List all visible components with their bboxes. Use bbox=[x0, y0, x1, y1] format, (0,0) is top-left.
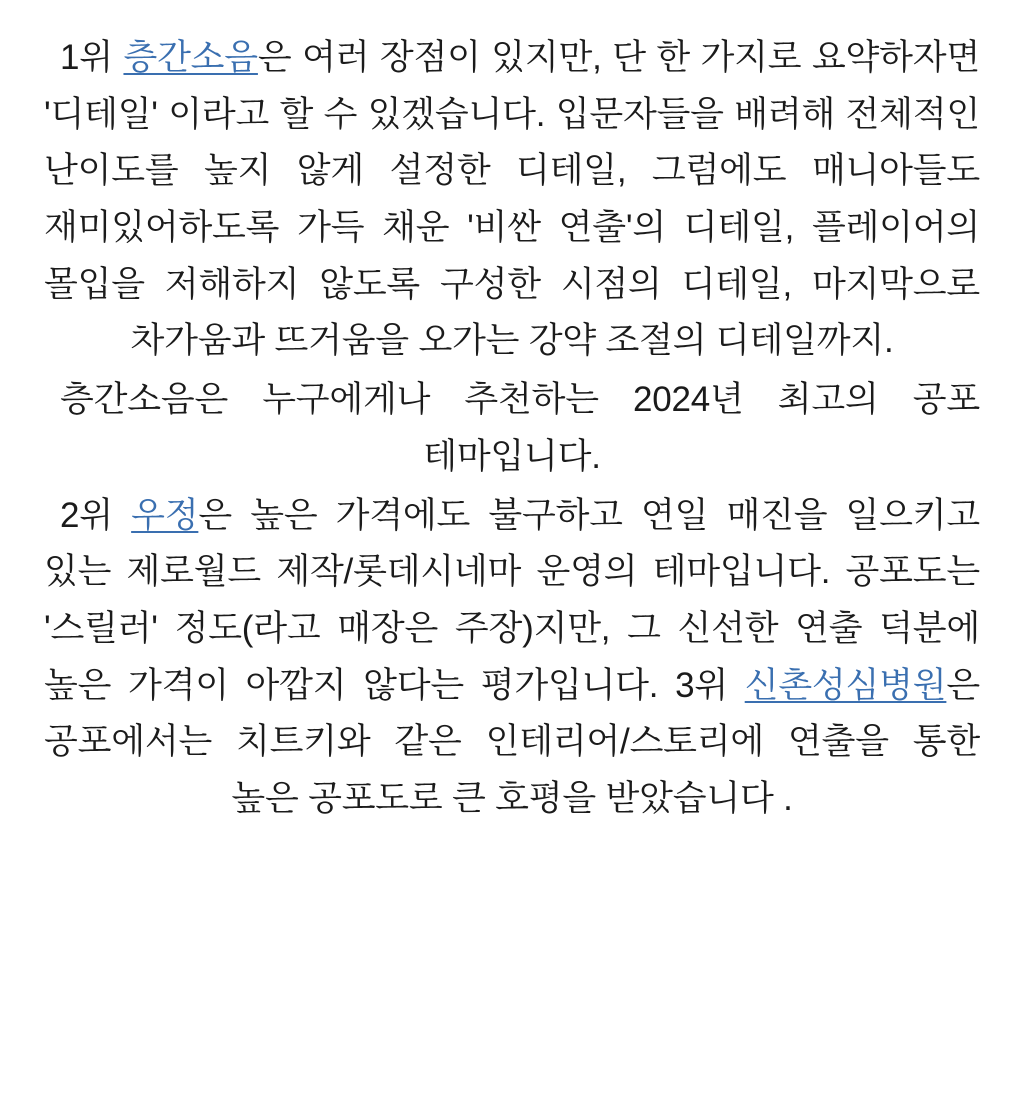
paragraph-text: 은 높은 가격에도 불구하고 연일 매진을 일으키고 있는 제로월드 제작/롯데시네마 운영의 테마입니다. 공포도는 '스릴러' 정도(라고 매장은 주장)지만, 그 신선한 연출 덕분에 높은 가격이 아깝지 않다는 평가입니다. 3위 bbox=[44, 495, 980, 705]
article-body bbox=[44, 30, 980, 828]
paragraph-text: 은 공포에서는 치트키와 같은 인테리어/스토리에 연출을 통한 높은 공포도로 큰 호평을 받았습니다 . bbox=[44, 665, 980, 818]
paragraph-rank-1-detail bbox=[44, 30, 980, 370]
theme-link[interactable]: 층간소음 bbox=[123, 38, 258, 77]
theme-link[interactable]: 우정 bbox=[131, 495, 199, 535]
paragraph-rank-2-and-3 bbox=[44, 488, 980, 828]
paragraph-text: 1위 bbox=[60, 38, 124, 77]
paragraph-text: 은 여러 장점이 있지만, 단 한 가지로 요약하자면 '디테일' 이라고 할 수 있겠습니다. 입문자들을 배려해 전체적인 난이도를 높지 않게 설정한 디테일, 그럼에도 매니아들도 재미있어하도록 가득 채운 '비싼 연출'의 디테일, 플레이어의 몰입을 저해하지 않도록 구성한 시점의 디테일, 마지막으로 차가움과 뜨거움을 오가는 강약 조절의 디테일까지. bbox=[44, 38, 980, 361]
paragraph-text: 2위 bbox=[60, 495, 132, 535]
paragraph-rank-1-summary bbox=[44, 372, 980, 485]
theme-link[interactable]: 신촌성심병원 bbox=[744, 665, 947, 705]
paragraph-text: 층간소음은 누구에게나 추천하는 2024년 최고의 공포 테마입니다. bbox=[60, 380, 980, 476]
